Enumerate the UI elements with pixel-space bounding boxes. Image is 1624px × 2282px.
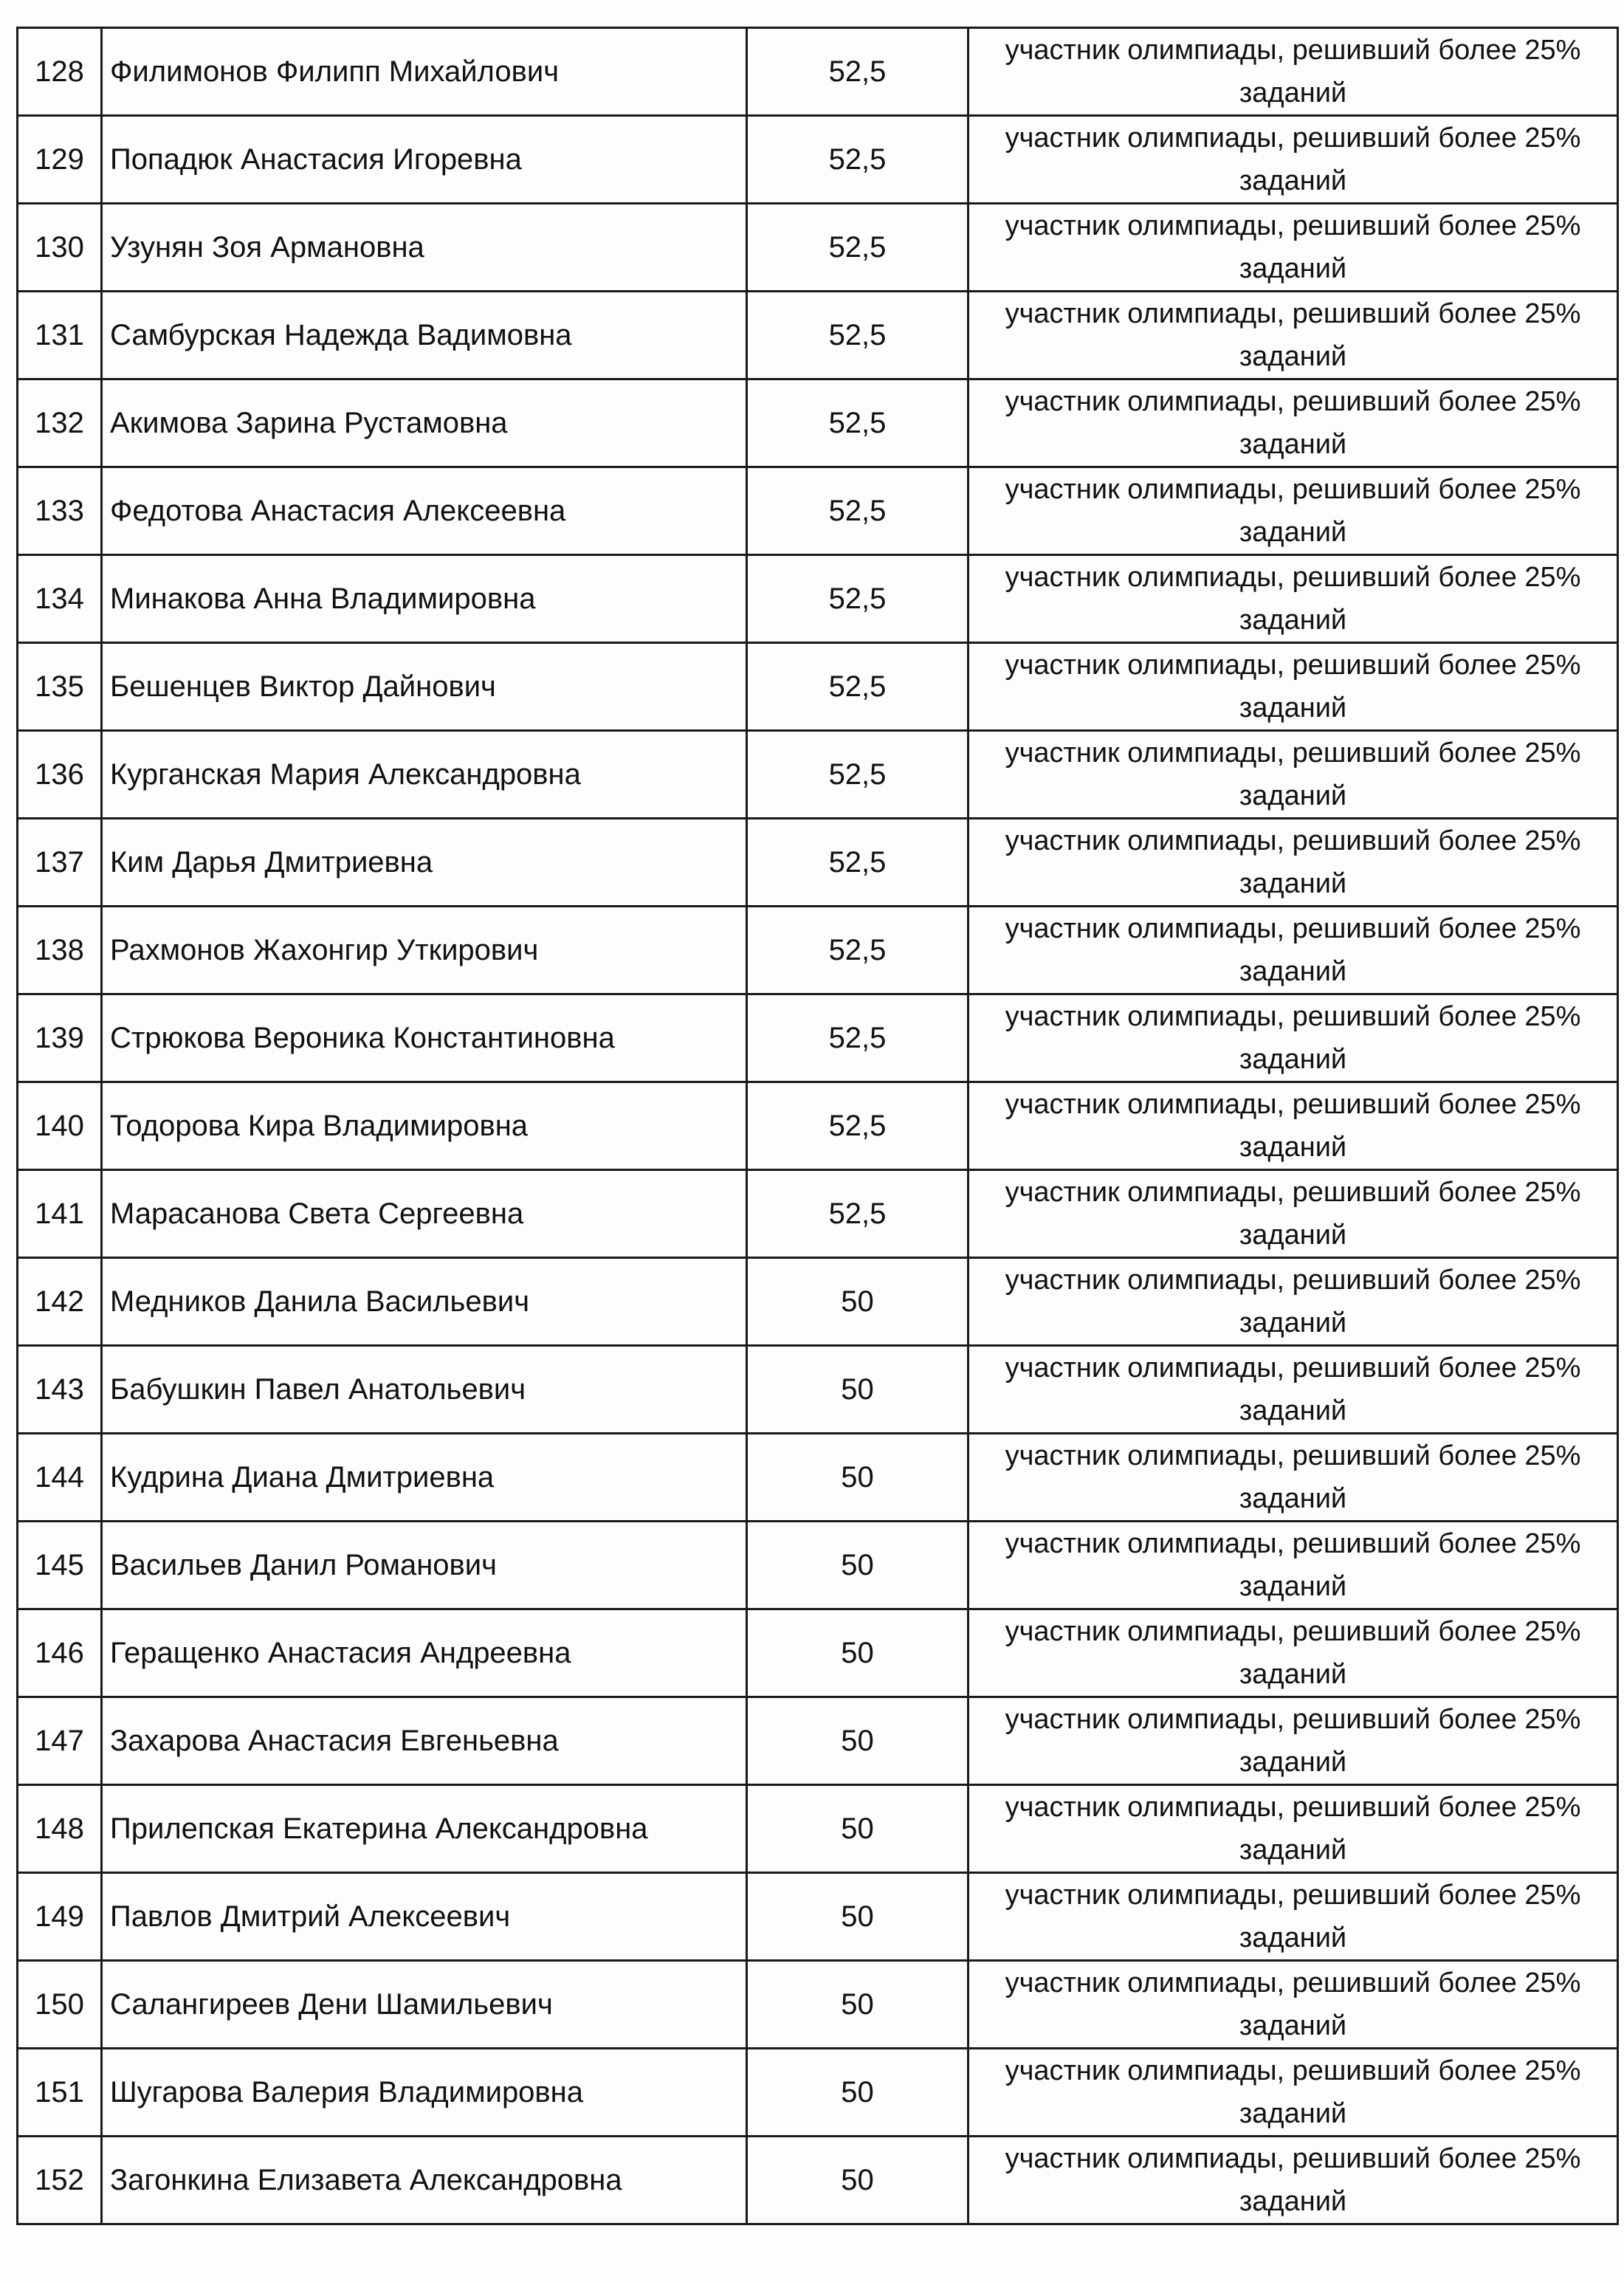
score-value: 52,5 [747, 994, 968, 1082]
row-number: 138 [18, 907, 102, 994]
status-cell [968, 1961, 1618, 2049]
status-cell [968, 643, 1618, 731]
row-number: 128 [18, 28, 102, 116]
participant-name: Стрюкова Вероника Константиновна [102, 994, 747, 1082]
status-text-line1: участник олимпиады, решивший более 25% [1005, 1528, 1581, 1559]
participant-name: Геращенко Анастасия Андреевна [102, 1609, 747, 1697]
status-text-line1: участник олимпиады, решивший более 25% [1005, 1967, 1581, 1999]
score-value: 52,5 [747, 1082, 968, 1170]
table-row [18, 1785, 1618, 1873]
table-row [18, 292, 1618, 379]
status-cell [968, 116, 1618, 204]
status-cell [968, 1082, 1618, 1170]
table-row [18, 28, 1618, 116]
status-text-line1: участник олимпиады, решивший более 25% [1005, 913, 1581, 944]
status-text-line2: заданий [1239, 78, 1347, 109]
results-table-body [18, 28, 1618, 2224]
score-value: 52,5 [747, 643, 968, 731]
status-cell [968, 1697, 1618, 1785]
status-cell [968, 1522, 1618, 1609]
row-number: 141 [18, 1170, 102, 1258]
status-text-line2: заданий [1239, 341, 1347, 372]
row-number: 152 [18, 2137, 102, 2224]
score-value: 52,5 [747, 379, 968, 467]
status-cell [968, 28, 1618, 116]
status-text-line1: участник олимпиады, решивший более 25% [1005, 474, 1581, 505]
row-number: 142 [18, 1258, 102, 1346]
score-value: 50 [747, 1522, 968, 1609]
status-text-line2: заданий [1239, 780, 1347, 811]
status-text-line2: заданий [1239, 1571, 1347, 1602]
row-number: 145 [18, 1522, 102, 1609]
row-number: 132 [18, 379, 102, 467]
table-row [18, 1873, 1618, 1961]
table-row [18, 1434, 1618, 1522]
row-number: 151 [18, 2049, 102, 2137]
row-number: 136 [18, 731, 102, 819]
score-value: 52,5 [747, 467, 968, 555]
status-text-line1: участник олимпиады, решивший более 25% [1005, 123, 1581, 154]
row-number: 137 [18, 819, 102, 907]
table-row [18, 819, 1618, 907]
participant-name: Самбурская Надежда Вадимовна [102, 292, 747, 379]
table-row [18, 1609, 1618, 1697]
status-text-line1: участник олимпиады, решивший более 25% [1005, 562, 1581, 593]
score-value: 50 [747, 2137, 968, 2224]
status-text-line1: участник олимпиады, решивший более 25% [1005, 1616, 1581, 1647]
status-text-line2: заданий [1239, 1307, 1347, 1338]
score-value: 50 [747, 2049, 968, 2137]
score-value: 52,5 [747, 731, 968, 819]
score-value: 50 [747, 1434, 968, 1522]
status-text-line2: заданий [1239, 605, 1347, 636]
status-cell [968, 1609, 1618, 1697]
table-row [18, 2049, 1618, 2137]
participant-name: Салангиреев Дени Шамильевич [102, 1961, 747, 2049]
table-row [18, 643, 1618, 731]
score-value: 52,5 [747, 819, 968, 907]
status-text-line1: участник олимпиады, решивший более 25% [1005, 35, 1581, 66]
status-cell [968, 1258, 1618, 1346]
status-text-line1: участник олимпиады, решивший более 25% [1005, 1001, 1581, 1032]
status-cell [968, 2137, 1618, 2224]
participant-name: Тодорова Кира Владимировна [102, 1082, 747, 1170]
participant-name: Бешенцев Виктор Дайнович [102, 643, 747, 731]
table-row [18, 1346, 1618, 1434]
row-number: 131 [18, 292, 102, 379]
table-row [18, 1170, 1618, 1258]
table-row [18, 1258, 1618, 1346]
score-value: 50 [747, 1346, 968, 1434]
row-number: 139 [18, 994, 102, 1082]
participant-name: Федотова Анастасия Алексеевна [102, 467, 747, 555]
status-text-line2: заданий [1239, 1044, 1347, 1075]
status-cell [968, 1434, 1618, 1522]
participant-name: Рахмонов Жахонгир Уткирович [102, 907, 747, 994]
participant-name: Захарова Анастасия Евгеньевна [102, 1697, 747, 1785]
status-cell [968, 555, 1618, 643]
participant-name: Прилепская Екатерина Александровна [102, 1785, 747, 1873]
table-row [18, 994, 1618, 1082]
table-row [18, 1961, 1618, 2049]
score-value: 52,5 [747, 555, 968, 643]
participant-name: Кудрина Диана Дмитриевна [102, 1434, 747, 1522]
table-row [18, 1522, 1618, 1609]
status-text-line1: участник олимпиады, решивший более 25% [1005, 210, 1581, 241]
status-text-line1: участник олимпиады, решивший более 25% [1005, 650, 1581, 681]
score-value: 52,5 [747, 907, 968, 994]
row-number: 140 [18, 1082, 102, 1170]
participant-name: Попадюк Анастасия Игоревна [102, 116, 747, 204]
table-row [18, 1697, 1618, 1785]
status-text-line1: участник олимпиады, решивший более 25% [1005, 825, 1581, 856]
status-text-line2: заданий [1239, 956, 1347, 987]
status-text-line2: заданий [1239, 1922, 1347, 1953]
status-text-line2: заданий [1239, 2098, 1347, 2129]
status-cell [968, 994, 1618, 1082]
status-text-line1: участник олимпиады, решивший более 25% [1005, 738, 1581, 769]
status-text-line2: заданий [1239, 1483, 1347, 1514]
row-number: 149 [18, 1873, 102, 1961]
status-text-line1: участник олимпиады, решивший более 25% [1005, 2143, 1581, 2174]
status-text-line2: заданий [1239, 1659, 1347, 1690]
score-value: 50 [747, 1785, 968, 1873]
table-row [18, 731, 1618, 819]
participant-name: Шугарова Валерия Владимировна [102, 2049, 747, 2137]
score-value: 52,5 [747, 204, 968, 292]
table-row [18, 907, 1618, 994]
status-text-line1: участник олимпиады, решивший более 25% [1005, 386, 1581, 417]
status-text-line1: участник олимпиады, решивший более 25% [1005, 1704, 1581, 1735]
score-value: 50 [747, 1609, 968, 1697]
results-table [16, 27, 1619, 2225]
status-text-line2: заданий [1239, 692, 1347, 724]
status-cell [968, 292, 1618, 379]
status-cell [968, 819, 1618, 907]
status-text-line2: заданий [1239, 1132, 1347, 1163]
status-cell [968, 467, 1618, 555]
score-value: 52,5 [747, 116, 968, 204]
score-value: 50 [747, 1258, 968, 1346]
participant-name: Загонкина Елизавета Александровна [102, 2137, 747, 2224]
status-cell [968, 1873, 1618, 1961]
status-text-line1: участник олимпиады, решивший более 25% [1005, 1089, 1581, 1120]
status-text-line2: заданий [1239, 1747, 1347, 1778]
table-row [18, 204, 1618, 292]
status-text-line1: участник олимпиады, решивший более 25% [1005, 298, 1581, 329]
status-cell [968, 1346, 1618, 1434]
status-text-line2: заданий [1239, 2010, 1347, 2041]
status-text-line2: заданий [1239, 2186, 1347, 2217]
score-value: 50 [747, 1697, 968, 1785]
status-text-line2: заданий [1239, 1220, 1347, 1251]
row-number: 129 [18, 116, 102, 204]
row-number: 147 [18, 1697, 102, 1785]
row-number: 134 [18, 555, 102, 643]
status-text-line1: участник олимпиады, решивший более 25% [1005, 1880, 1581, 1911]
table-row [18, 116, 1618, 204]
status-text-line2: заданий [1239, 253, 1347, 284]
row-number: 133 [18, 467, 102, 555]
participant-name: Васильев Данил Романович [102, 1522, 747, 1609]
row-number: 144 [18, 1434, 102, 1522]
score-value: 52,5 [747, 28, 968, 116]
participant-name: Бабушкин Павел Анатольевич [102, 1346, 747, 1434]
status-text-line2: заданий [1239, 1835, 1347, 1866]
status-cell [968, 731, 1618, 819]
table-row [18, 2137, 1618, 2224]
status-text-line2: заданий [1239, 517, 1347, 548]
status-text-line1: участник олимпиады, решивший более 25% [1005, 1177, 1581, 1208]
status-text-line2: заданий [1239, 165, 1347, 196]
row-number: 130 [18, 204, 102, 292]
table-row [18, 379, 1618, 467]
status-cell [968, 2049, 1618, 2137]
status-cell [968, 204, 1618, 292]
participant-name: Минакова Анна Владимировна [102, 555, 747, 643]
score-value: 50 [747, 1961, 968, 2049]
table-row [18, 555, 1618, 643]
status-cell [968, 1785, 1618, 1873]
status-text-line1: участник олимпиады, решивший более 25% [1005, 1792, 1581, 1823]
row-number: 143 [18, 1346, 102, 1434]
status-text-line1: участник олимпиады, решивший более 25% [1005, 1440, 1581, 1471]
status-cell [968, 1170, 1618, 1258]
row-number: 150 [18, 1961, 102, 2049]
row-number: 135 [18, 643, 102, 731]
row-number: 146 [18, 1609, 102, 1697]
participant-name: Павлов Дмитрий Алексеевич [102, 1873, 747, 1961]
participant-name: Ким Дарья Дмитриевна [102, 819, 747, 907]
status-text-line2: заданий [1239, 868, 1347, 899]
participant-name: Филимонов Филипп Михайлович [102, 28, 747, 116]
table-row [18, 467, 1618, 555]
status-text-line1: участник олимпиады, решивший более 25% [1005, 2055, 1581, 2086]
participant-name: Марасанова Света Сергеевна [102, 1170, 747, 1258]
participant-name: Курганская Мария Александровна [102, 731, 747, 819]
status-text-line1: участник олимпиады, решивший более 25% [1005, 1265, 1581, 1296]
participant-name: Узунян Зоя Армановна [102, 204, 747, 292]
status-text-line1: участник олимпиады, решивший более 25% [1005, 1353, 1581, 1384]
status-cell [968, 379, 1618, 467]
score-value: 50 [747, 1873, 968, 1961]
row-number: 148 [18, 1785, 102, 1873]
score-value: 52,5 [747, 292, 968, 379]
status-text-line2: заданий [1239, 429, 1347, 460]
score-value: 52,5 [747, 1170, 968, 1258]
table-row [18, 1082, 1618, 1170]
participant-name: Медников Данила Васильевич [102, 1258, 747, 1346]
status-text-line2: заданий [1239, 1395, 1347, 1426]
status-cell [968, 907, 1618, 994]
participant-name: Акимова Зарина Рустамовна [102, 379, 747, 467]
